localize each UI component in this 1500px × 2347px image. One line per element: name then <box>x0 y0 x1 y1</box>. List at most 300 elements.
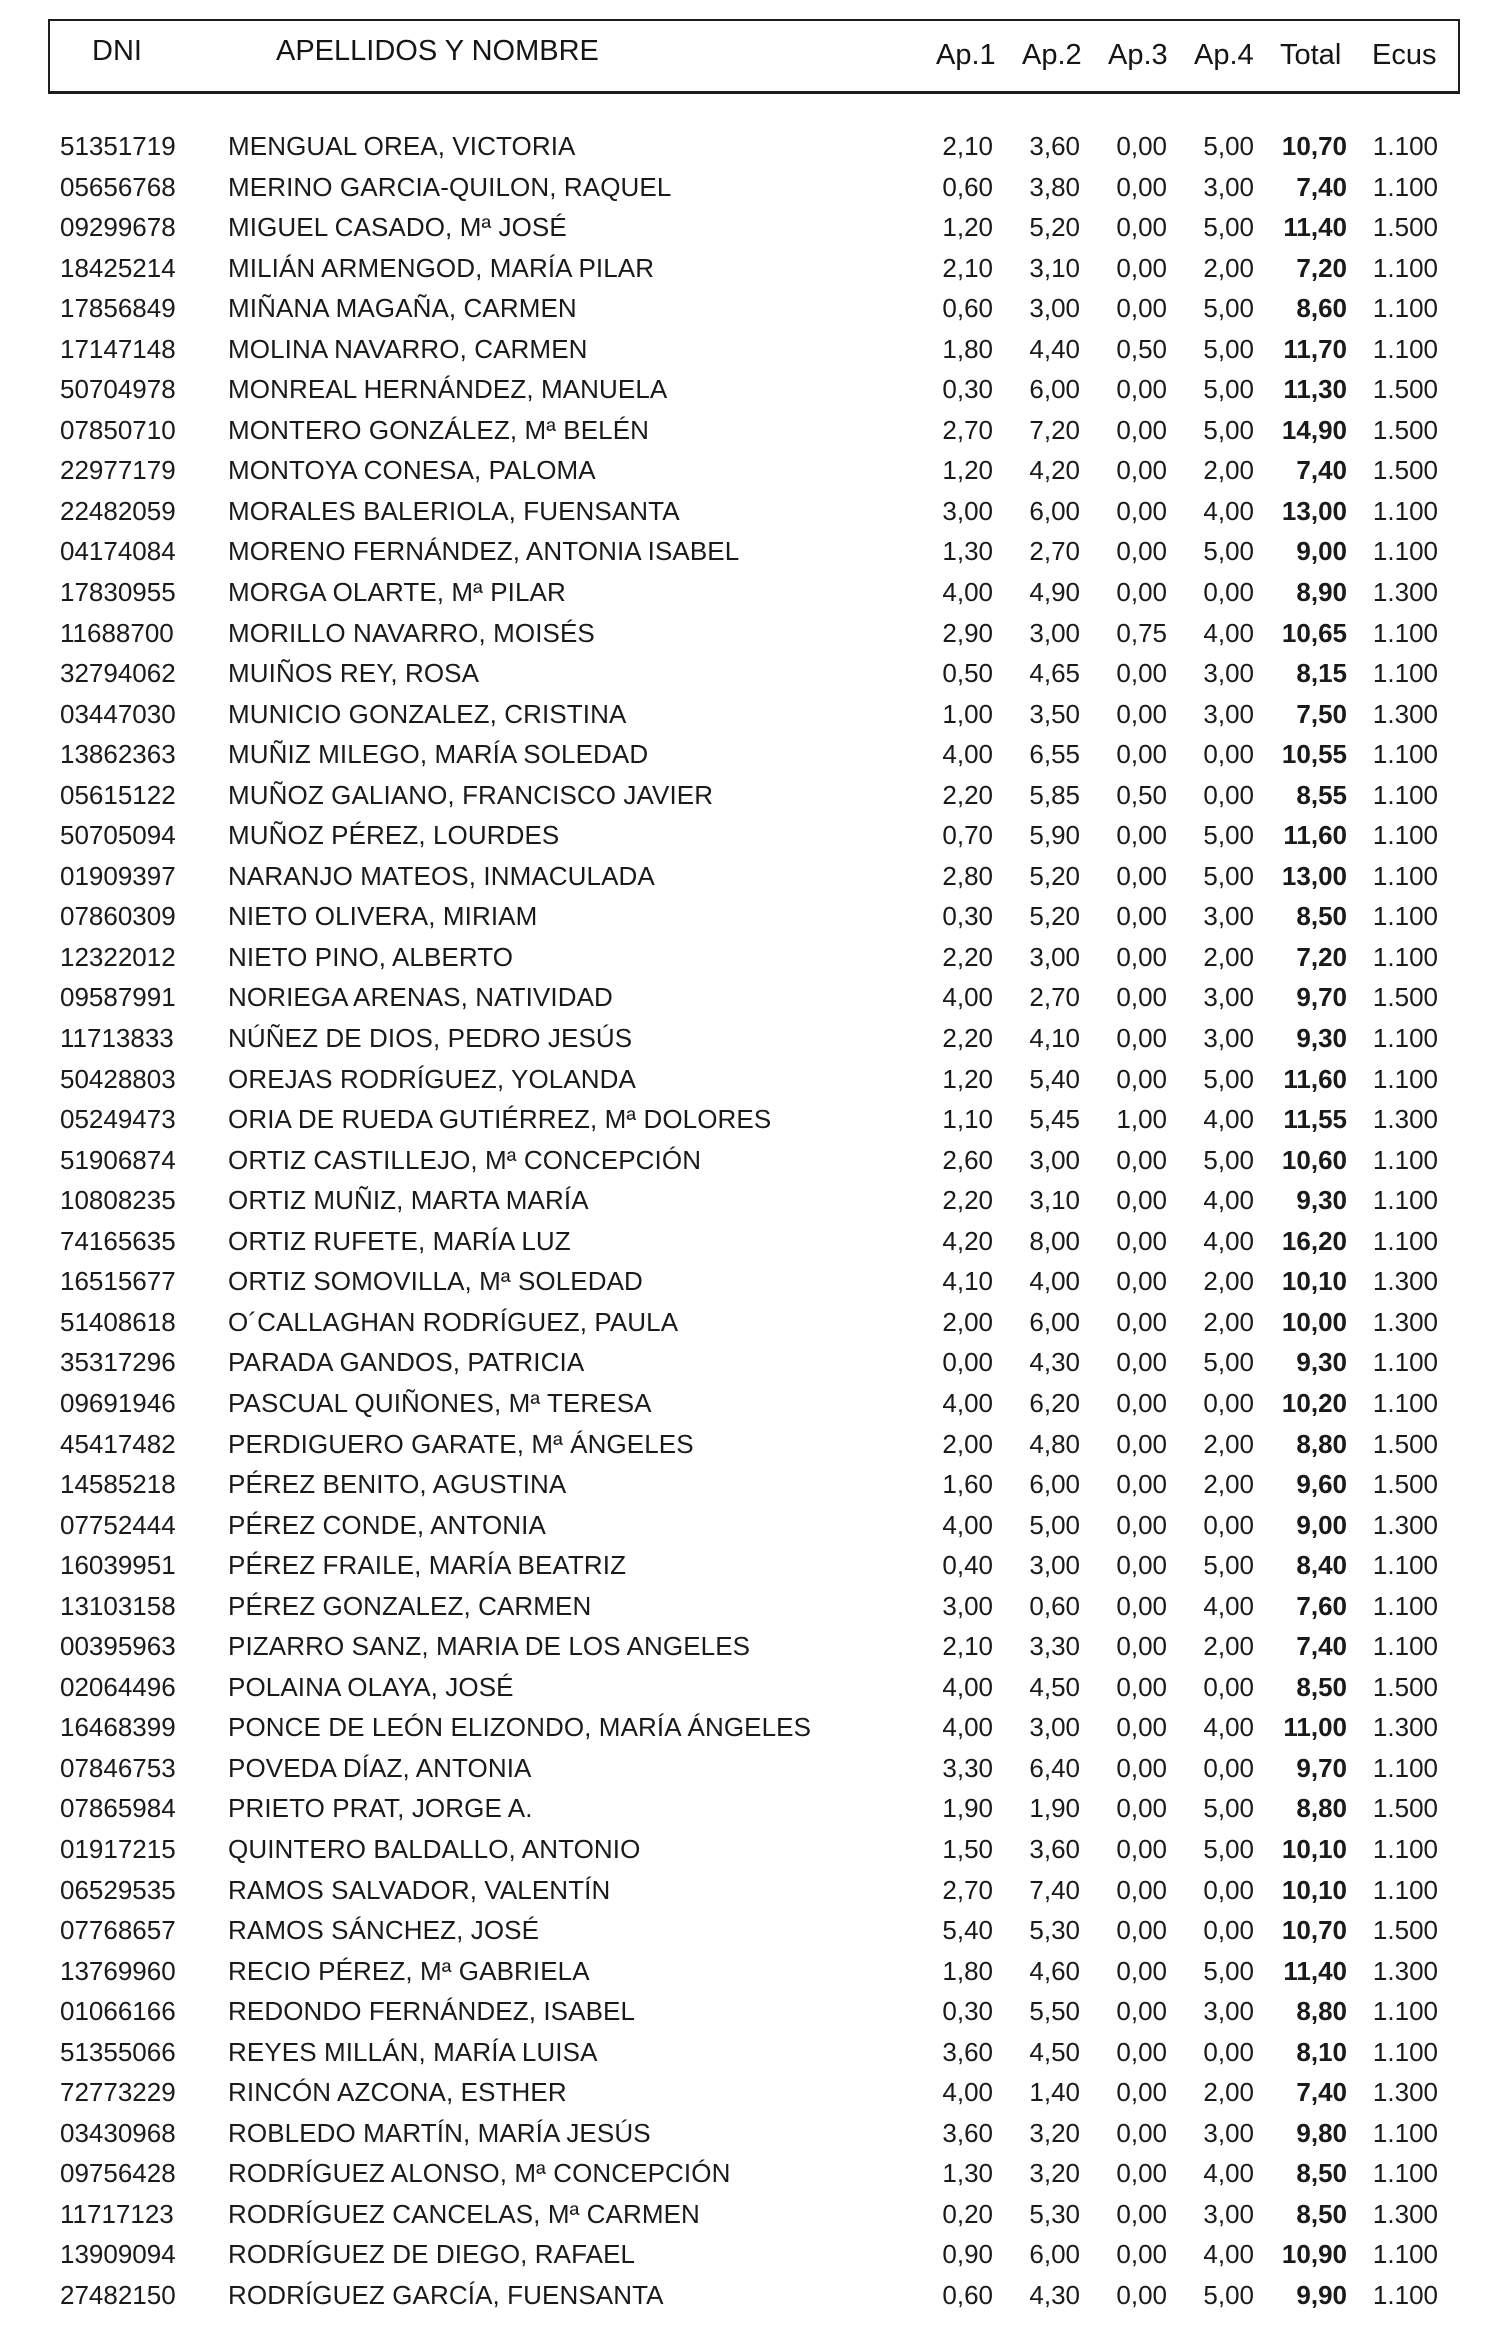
cell-ap4: 2,00 <box>1203 2077 1254 2108</box>
cell-ap4: 5,00 <box>1203 1063 1254 1094</box>
cell-dni: 03430968 <box>60 2117 176 2148</box>
cell-total: 11,30 <box>1283 374 1347 405</box>
cell-total: 16,20 <box>1281 1225 1347 1256</box>
cell-ap3: 0,00 <box>1116 1509 1167 1540</box>
cell-ap4: 4,00 <box>1203 2239 1254 2270</box>
cell-name: RODRÍGUEZ GARCÍA, FUENSANTA <box>228 2279 664 2310</box>
cell-ap1: 3,00 <box>942 495 993 526</box>
cell-dni: 17147148 <box>60 333 176 364</box>
cell-name: MOLINA NAVARRO, CARMEN <box>228 333 588 364</box>
cell-ap4: 3,00 <box>1203 1996 1254 2027</box>
cell-ap2: 3,00 <box>1029 293 1080 324</box>
table-row <box>0 1180 1500 1221</box>
cell-dni: 12322012 <box>60 941 176 972</box>
cell-ap4: 2,00 <box>1203 1266 1254 1297</box>
cell-dni: 07850710 <box>60 414 176 445</box>
cell-ap3: 0,00 <box>1116 698 1167 729</box>
cell-total: 10,10 <box>1281 1874 1347 1905</box>
cell-ap1: 4,00 <box>942 739 993 770</box>
cell-ap4: 5,00 <box>1203 1955 1254 1986</box>
cell-ap4: 4,00 <box>1203 1712 1254 1743</box>
cell-ap3: 0,00 <box>1116 1347 1167 1378</box>
cell-name: RODRÍGUEZ ALONSO, Mª CONCEPCIÓN <box>228 2158 731 2189</box>
cell-ap2: 3,00 <box>1029 1712 1080 1743</box>
table-row <box>0 531 1500 572</box>
cell-name: MUÑIZ MILEGO, MARÍA SOLEDAD <box>228 739 649 770</box>
cell-ap3: 0,00 <box>1116 1387 1167 1418</box>
cell-dni: 18425214 <box>60 252 176 283</box>
table-row <box>0 1140 1500 1181</box>
table-row <box>0 126 1500 167</box>
table-row <box>0 1870 1500 1911</box>
cell-ap2: 8,00 <box>1029 1225 1080 1256</box>
cell-total: 9,00 <box>1296 1509 1347 1540</box>
cell-total: 10,90 <box>1281 2239 1347 2270</box>
cell-ap4: 2,00 <box>1203 1631 1254 1662</box>
cell-dni: 13103158 <box>60 1590 176 1621</box>
cell-ap3: 0,00 <box>1116 860 1167 891</box>
cell-ap4: 5,00 <box>1203 820 1254 851</box>
cell-dni: 16468399 <box>60 1712 176 1743</box>
cell-ecus: 1.100 <box>1372 1185 1438 1216</box>
cell-ap4: 0,00 <box>1203 739 1254 770</box>
cell-ap2: 6,00 <box>1029 374 1080 405</box>
table-row <box>0 2032 1500 2073</box>
header-total: Total <box>1280 39 1342 71</box>
cell-name: POLAINA OLAYA, JOSÉ <box>228 1671 514 1702</box>
table-row <box>0 1829 1500 1870</box>
cell-total: 9,30 <box>1296 1023 1347 1054</box>
cell-total: 8,40 <box>1296 1550 1347 1581</box>
cell-ap3: 1,00 <box>1116 1104 1167 1135</box>
cell-ap1: 5,40 <box>942 1915 993 1946</box>
cell-ap1: 4,00 <box>942 1509 993 1540</box>
cell-ap3: 0,00 <box>1116 495 1167 526</box>
cell-ap3: 0,00 <box>1116 2239 1167 2270</box>
cell-dni: 17856849 <box>60 293 176 324</box>
cell-ap1: 0,40 <box>942 1550 993 1581</box>
cell-ecus: 1.100 <box>1372 1752 1438 1783</box>
cell-ap3: 0,00 <box>1116 820 1167 851</box>
cell-name: NIETO PINO, ALBERTO <box>228 941 514 972</box>
cell-ap2: 5,30 <box>1029 2198 1080 2229</box>
cell-ap2: 6,55 <box>1029 739 1080 770</box>
cell-ecus: 1.100 <box>1372 820 1438 851</box>
cell-dni: 35317296 <box>60 1347 176 1378</box>
cell-ap1: 0,30 <box>942 1996 993 2027</box>
cell-total: 10,10 <box>1281 1833 1347 1864</box>
cell-ecus: 1.100 <box>1372 1063 1438 1094</box>
cell-ap2: 4,30 <box>1029 1347 1080 1378</box>
cell-total: 9,60 <box>1296 1469 1347 1500</box>
cell-ecus: 1.100 <box>1372 1347 1438 1378</box>
cell-ap2: 4,60 <box>1029 1955 1080 1986</box>
cell-ap3: 0,00 <box>1116 1185 1167 1216</box>
cell-ap1: 0,60 <box>942 2279 993 2310</box>
cell-ecus: 1.500 <box>1372 414 1438 445</box>
cell-ap4: 0,00 <box>1203 779 1254 810</box>
cell-ap3: 0,00 <box>1116 941 1167 972</box>
cell-name: RECIO PÉREZ, Mª GABRIELA <box>228 1955 590 1986</box>
cell-name: OREJAS RODRÍGUEZ, YOLANDA <box>228 1063 636 1094</box>
cell-dni: 51351719 <box>60 131 176 161</box>
cell-ap3: 0,00 <box>1116 1671 1167 1702</box>
cell-ap4: 4,00 <box>1203 1590 1254 1621</box>
cell-name: MUIÑOS REY, ROSA <box>228 658 480 689</box>
cell-dni: 32794062 <box>60 658 176 689</box>
table-row <box>0 1951 1500 1992</box>
cell-ecus: 1.500 <box>1372 982 1438 1013</box>
table-row <box>0 815 1500 856</box>
cell-ecus: 1.100 <box>1372 941 1438 972</box>
cell-dni: 13862363 <box>60 739 176 770</box>
cell-ap1: 1,60 <box>942 1469 993 1500</box>
cell-ap1: 2,70 <box>942 1874 993 1905</box>
cell-total: 9,70 <box>1296 982 1347 1013</box>
cell-ap3: 0,00 <box>1116 577 1167 608</box>
cell-ap4: 5,00 <box>1203 2279 1254 2310</box>
cell-dni: 07846753 <box>60 1752 176 1783</box>
cell-dni: 00395963 <box>60 1631 176 1662</box>
cell-dni: 51408618 <box>60 1306 176 1337</box>
cell-dni: 27482150 <box>60 2279 176 2310</box>
table-row <box>0 1342 1500 1383</box>
cell-ap1: 4,00 <box>942 982 993 1013</box>
cell-ap3: 0,50 <box>1116 779 1167 810</box>
cell-ap3: 0,00 <box>1116 252 1167 283</box>
cell-total: 8,80 <box>1296 1996 1347 2027</box>
cell-ap1: 1,00 <box>942 698 993 729</box>
table-row <box>0 1424 1500 1465</box>
cell-ecus: 1.100 <box>1372 658 1438 689</box>
cell-ap4: 3,00 <box>1203 171 1254 202</box>
cell-ap3: 0,00 <box>1116 2077 1167 2108</box>
header-ap1: Ap.1 <box>936 39 996 71</box>
cell-dni: 11688700 <box>60 617 174 648</box>
cell-ap2: 3,50 <box>1029 698 1080 729</box>
cell-total: 10,65 <box>1281 617 1347 648</box>
cell-dni: 17830955 <box>60 577 176 608</box>
table-row <box>0 1018 1500 1059</box>
cell-ecus: 1.100 <box>1372 495 1438 526</box>
cell-dni: 16515677 <box>60 1266 176 1297</box>
cell-ap2: 3,30 <box>1029 1631 1080 1662</box>
cell-dni: 14585218 <box>60 1469 176 1500</box>
cell-ecus: 1.100 <box>1372 2158 1438 2189</box>
cell-ecus: 1.100 <box>1372 1550 1438 1581</box>
cell-ap3: 0,00 <box>1116 131 1167 161</box>
cell-ap3: 0,50 <box>1116 333 1167 364</box>
cell-ap1: 0,00 <box>942 1347 993 1378</box>
cell-name: MUÑOZ GALIANO, FRANCISCO JAVIER <box>228 779 714 810</box>
cell-total: 9,30 <box>1296 1185 1347 1216</box>
cell-name: PRIETO PRAT, JORGE A. <box>228 1793 533 1824</box>
cell-name: QUINTERO BALDALLO, ANTONIO <box>228 1833 641 1864</box>
cell-ap4: 0,00 <box>1203 1752 1254 1783</box>
cell-dni: 13909094 <box>60 2239 176 2270</box>
cell-dni: 05615122 <box>60 779 176 810</box>
table-row <box>0 1383 1500 1424</box>
cell-ap1: 3,60 <box>942 2036 993 2067</box>
table-row <box>0 1545 1500 1586</box>
cell-ap2: 7,40 <box>1029 1874 1080 1905</box>
table-row <box>0 1302 1500 1343</box>
cell-total: 11,55 <box>1283 1104 1347 1135</box>
cell-ap2: 6,20 <box>1029 1387 1080 1418</box>
cell-ecus: 1.100 <box>1372 2117 1438 2148</box>
cell-ap1: 0,30 <box>942 901 993 932</box>
cell-name: MORGA OLARTE, Mª PILAR <box>228 577 566 608</box>
cell-ap3: 0,00 <box>1116 374 1167 405</box>
cell-ap3: 0,00 <box>1116 1063 1167 1094</box>
cell-ap1: 1,30 <box>942 2158 993 2189</box>
cell-ap2: 5,20 <box>1029 860 1080 891</box>
table-row <box>0 1788 1500 1829</box>
cell-ap2: 4,50 <box>1029 1671 1080 1702</box>
cell-total: 9,70 <box>1296 1752 1347 1783</box>
cell-ap4: 2,00 <box>1203 941 1254 972</box>
cell-dni: 07865984 <box>60 1793 176 1824</box>
cell-ap2: 1,40 <box>1029 2077 1080 2108</box>
cell-ap1: 2,60 <box>942 1144 993 1175</box>
cell-ecus: 1.100 <box>1372 1833 1438 1864</box>
header-ap2: Ap.2 <box>1022 39 1082 71</box>
cell-ap4: 3,00 <box>1203 698 1254 729</box>
table-row <box>0 937 1500 978</box>
table-row <box>0 572 1500 613</box>
cell-ap2: 2,70 <box>1029 982 1080 1013</box>
cell-ap1: 1,30 <box>942 536 993 567</box>
cell-total: 8,10 <box>1296 2036 1347 2067</box>
cell-name: ORTIZ RUFETE, MARÍA LUZ <box>228 1225 571 1256</box>
table-row <box>0 2234 1500 2275</box>
cell-name: RODRÍGUEZ CANCELAS, Mª CARMEN <box>228 2198 700 2229</box>
cell-dni: 04174084 <box>60 536 176 567</box>
cell-total: 7,60 <box>1296 1590 1347 1621</box>
cell-ap4: 5,00 <box>1203 293 1254 324</box>
cell-ap4: 3,00 <box>1203 982 1254 1013</box>
cell-ap2: 2,70 <box>1029 536 1080 567</box>
table-row <box>0 1261 1500 1302</box>
table-row <box>0 1748 1500 1789</box>
cell-ap4: 4,00 <box>1203 2158 1254 2189</box>
cell-ap3: 0,00 <box>1116 414 1167 445</box>
cell-ap1: 3,30 <box>942 1752 993 1783</box>
cell-name: RAMOS SÁNCHEZ, JOSÉ <box>228 1915 540 1946</box>
table-row <box>0 248 1500 289</box>
cell-dni: 45417482 <box>60 1428 176 1459</box>
table-row <box>0 167 1500 208</box>
cell-ap2: 0,60 <box>1029 1590 1080 1621</box>
cell-name: POVEDA DÍAZ, ANTONIA <box>228 1752 532 1783</box>
cell-name: PARADA GANDOS, PATRICIA <box>228 1347 585 1378</box>
cell-ap1: 2,20 <box>942 1023 993 1054</box>
cell-ecus: 1.500 <box>1372 1469 1438 1500</box>
table-row <box>0 2275 1500 2316</box>
cell-dni: 50704978 <box>60 374 176 405</box>
cell-total: 7,20 <box>1296 252 1347 283</box>
cell-name: MIGUEL CASADO, Mª JOSÉ <box>228 212 567 243</box>
cell-ecus: 1.100 <box>1372 1874 1438 1905</box>
table-body <box>0 126 1500 2316</box>
cell-ap2: 6,40 <box>1029 1752 1080 1783</box>
cell-ap3: 0,75 <box>1116 617 1167 648</box>
cell-ap2: 5,30 <box>1029 1915 1080 1946</box>
table-row <box>0 1991 1500 2032</box>
cell-ap1: 2,20 <box>942 779 993 810</box>
cell-ecus: 1.100 <box>1372 1144 1438 1175</box>
table-row <box>0 1099 1500 1140</box>
cell-ecus: 1.100 <box>1372 1631 1438 1662</box>
cell-total: 10,20 <box>1281 1387 1347 1418</box>
cell-ap4: 3,00 <box>1203 2198 1254 2229</box>
table-row <box>0 653 1500 694</box>
cell-total: 9,30 <box>1296 1347 1347 1378</box>
cell-dni: 51355066 <box>60 2036 176 2067</box>
cell-total: 10,60 <box>1281 1144 1347 1175</box>
cell-ap3: 0,00 <box>1116 1631 1167 1662</box>
cell-ap1: 1,20 <box>942 455 993 486</box>
cell-ap1: 0,70 <box>942 820 993 851</box>
cell-ap1: 2,10 <box>942 1631 993 1662</box>
cell-dni: 11713833 <box>60 1023 174 1054</box>
cell-ap4: 5,00 <box>1203 1550 1254 1581</box>
cell-ap2: 6,00 <box>1029 2239 1080 2270</box>
cell-ecus: 1.100 <box>1372 1387 1438 1418</box>
table-row <box>0 2153 1500 2194</box>
cell-ap2: 5,20 <box>1029 212 1080 243</box>
cell-ap4: 0,00 <box>1203 1915 1254 1946</box>
cell-ap1: 2,20 <box>942 1185 993 1216</box>
cell-name: PÉREZ BENITO, AGUSTINA <box>228 1469 567 1500</box>
cell-name: MIÑANA MAGAÑA, CARMEN <box>228 293 577 324</box>
cell-ap3: 0,00 <box>1116 536 1167 567</box>
cell-total: 8,80 <box>1296 1428 1347 1459</box>
cell-ap2: 5,50 <box>1029 1996 1080 2027</box>
cell-ap4: 0,00 <box>1203 2036 1254 2067</box>
cell-ap2: 5,45 <box>1029 1104 1080 1135</box>
cell-ecus: 1.100 <box>1372 2239 1438 2270</box>
cell-ap4: 5,00 <box>1203 212 1254 243</box>
cell-ap2: 4,40 <box>1029 333 1080 364</box>
cell-total: 10,55 <box>1281 739 1347 770</box>
cell-name: MONREAL HERNÁNDEZ, MANUELA <box>228 374 668 405</box>
cell-ap4: 2,00 <box>1203 1469 1254 1500</box>
cell-total: 10,70 <box>1281 1915 1347 1946</box>
cell-name: ORTIZ CASTILLEJO, Mª CONCEPCIÓN <box>228 1144 702 1175</box>
cell-total: 9,00 <box>1296 536 1347 567</box>
header-ap3: Ap.3 <box>1108 39 1168 71</box>
cell-ap2: 5,90 <box>1029 820 1080 851</box>
cell-total: 7,40 <box>1296 1631 1347 1662</box>
cell-ecus: 1.100 <box>1372 901 1438 932</box>
cell-ecus: 1.500 <box>1372 455 1438 486</box>
cell-total: 9,80 <box>1296 2117 1347 2148</box>
table-row <box>0 369 1500 410</box>
cell-total: 11,70 <box>1283 333 1347 364</box>
cell-ap4: 4,00 <box>1203 1225 1254 1256</box>
cell-ecus: 1.500 <box>1372 374 1438 405</box>
cell-ap3: 0,00 <box>1116 1590 1167 1621</box>
cell-total: 7,40 <box>1296 2077 1347 2108</box>
cell-ecus: 1.500 <box>1372 1915 1438 1946</box>
cell-ecus: 1.100 <box>1372 293 1438 324</box>
cell-ap4: 4,00 <box>1203 495 1254 526</box>
cell-ap4: 5,00 <box>1203 131 1254 161</box>
table-row <box>0 977 1500 1018</box>
cell-total: 9,90 <box>1296 2279 1347 2310</box>
table-row <box>0 1505 1500 1546</box>
table-row <box>0 734 1500 775</box>
cell-total: 7,40 <box>1296 455 1347 486</box>
cell-dni: 07860309 <box>60 901 176 932</box>
cell-name: MUNICIO GONZALEZ, CRISTINA <box>228 698 627 729</box>
cell-ap2: 5,40 <box>1029 1063 1080 1094</box>
cell-dni: 05249473 <box>60 1104 176 1135</box>
cell-ap3: 0,00 <box>1116 1144 1167 1175</box>
cell-ap2: 4,65 <box>1029 658 1080 689</box>
cell-ecus: 1.500 <box>1372 1428 1438 1459</box>
cell-ap2: 3,20 <box>1029 2158 1080 2189</box>
cell-total: 11,60 <box>1283 1063 1347 1094</box>
cell-ap1: 4,00 <box>942 1671 993 1702</box>
cell-dni: 50428803 <box>60 1063 176 1094</box>
cell-ap1: 2,10 <box>942 252 993 283</box>
cell-ap4: 0,00 <box>1203 1874 1254 1905</box>
cell-dni: 07768657 <box>60 1915 176 1946</box>
cell-total: 7,50 <box>1296 698 1347 729</box>
cell-ecus: 1.300 <box>1372 577 1438 608</box>
cell-ap4: 5,00 <box>1203 1793 1254 1824</box>
cell-ap3: 0,00 <box>1116 1306 1167 1337</box>
cell-ap1: 4,10 <box>942 1266 993 1297</box>
cell-ecus: 1.100 <box>1372 333 1438 364</box>
cell-total: 8,55 <box>1296 779 1347 810</box>
cell-total: 10,00 <box>1281 1306 1347 1337</box>
cell-ap1: 3,00 <box>942 1590 993 1621</box>
cell-ap2: 3,00 <box>1029 617 1080 648</box>
cell-ecus: 1.100 <box>1372 2036 1438 2067</box>
cell-ap4: 3,00 <box>1203 2117 1254 2148</box>
cell-name: ORTIZ SOMOVILLA, Mª SOLEDAD <box>228 1266 643 1297</box>
cell-ap1: 4,20 <box>942 1225 993 1256</box>
cell-ap2: 3,00 <box>1029 1550 1080 1581</box>
cell-name: PÉREZ FRAILE, MARÍA BEATRIZ <box>228 1550 627 1581</box>
cell-ecus: 1.100 <box>1372 860 1438 891</box>
cell-ap3: 0,00 <box>1116 658 1167 689</box>
cell-ap3: 0,00 <box>1116 1225 1167 1256</box>
cell-ap3: 0,00 <box>1116 1793 1167 1824</box>
cell-ap4: 4,00 <box>1203 617 1254 648</box>
cell-ap2: 3,00 <box>1029 1144 1080 1175</box>
cell-dni: 09299678 <box>60 212 176 243</box>
cell-ap3: 0,00 <box>1116 1712 1167 1743</box>
cell-ecus: 1.300 <box>1372 1712 1438 1743</box>
cell-ap3: 0,00 <box>1116 1752 1167 1783</box>
cell-ap4: 5,00 <box>1203 414 1254 445</box>
cell-name: PONCE DE LEÓN ELIZONDO, MARÍA ÁNGELES <box>228 1712 812 1743</box>
table-row <box>0 1586 1500 1627</box>
table-row <box>0 1910 1500 1951</box>
cell-ap2: 4,90 <box>1029 577 1080 608</box>
cell-ap4: 5,00 <box>1203 1347 1254 1378</box>
cell-ap2: 3,20 <box>1029 2117 1080 2148</box>
cell-name: NARANJO MATEOS, INMACULADA <box>228 860 655 891</box>
cell-ecus: 1.100 <box>1372 171 1438 202</box>
cell-ecus: 1.100 <box>1372 1996 1438 2027</box>
table-row <box>0 1221 1500 1262</box>
cell-ap1: 2,10 <box>942 131 993 161</box>
